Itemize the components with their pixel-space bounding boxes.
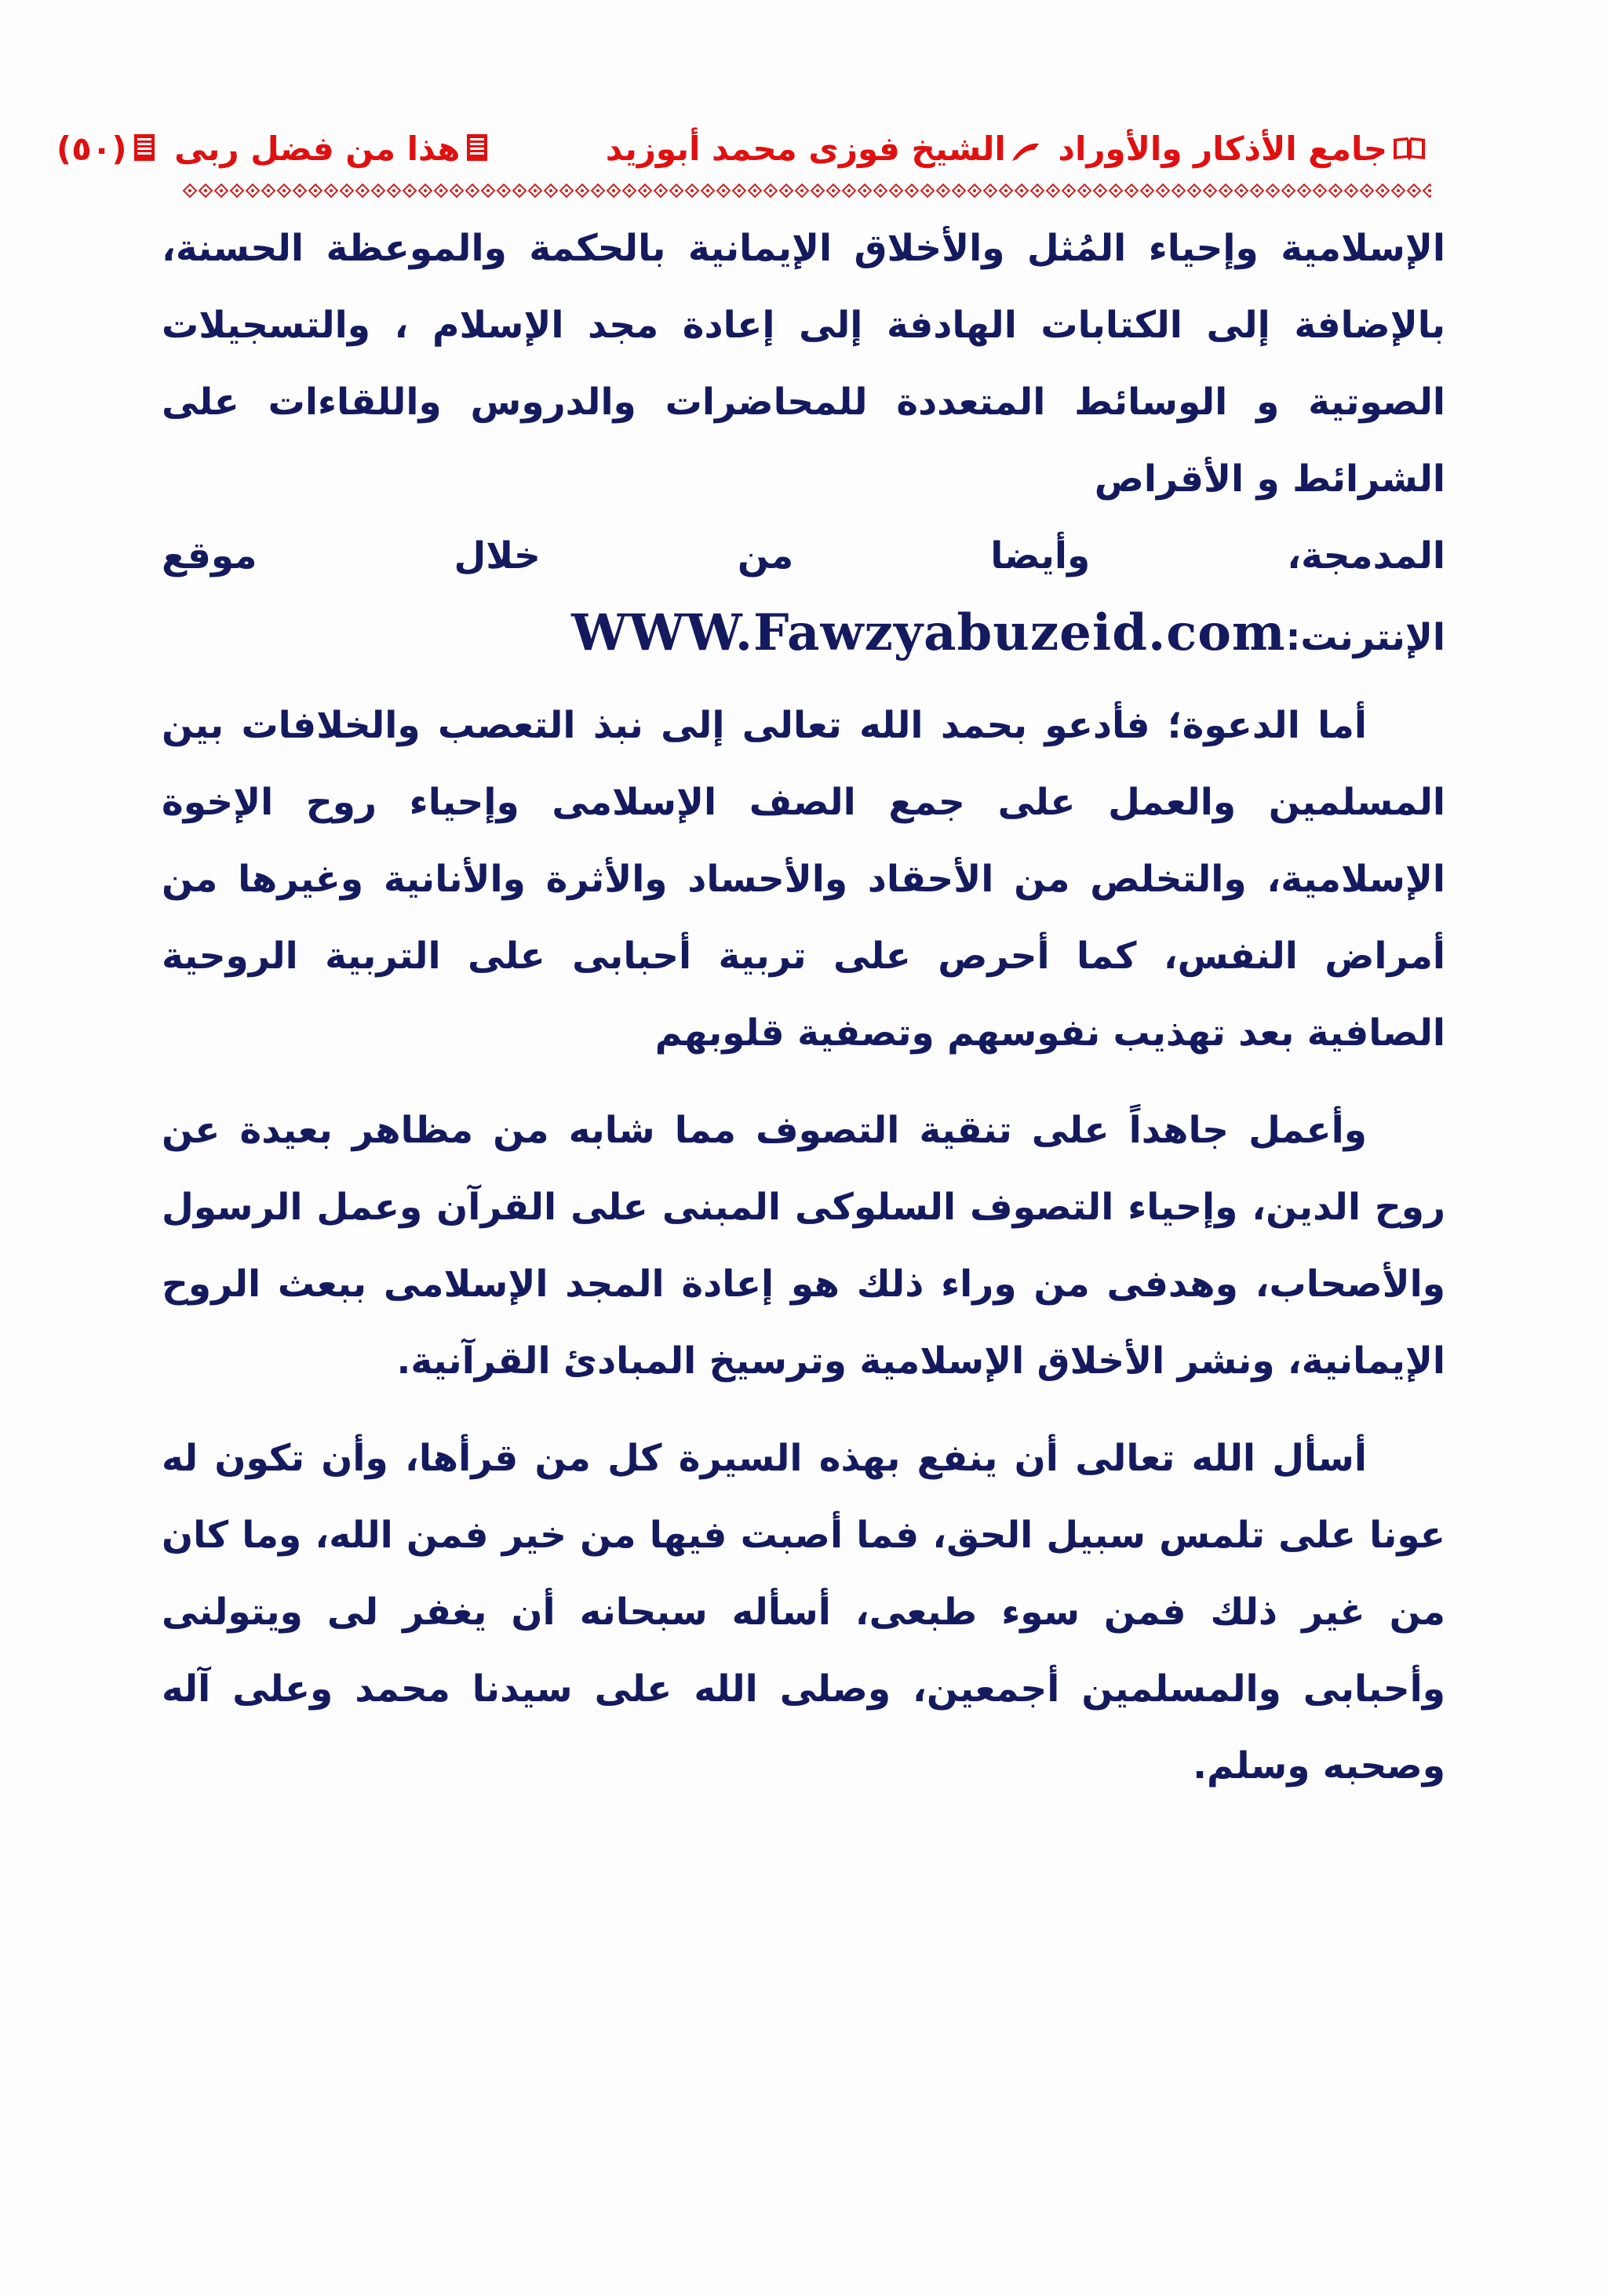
pen-icon: [1011, 120, 1042, 183]
header-right-group: [56, 118, 1431, 183]
word: خلال: [454, 534, 541, 578]
paragraph-2: أما الدعوة؛ فأدعو بحمد الله تعالى إلى نبذ التعصب والخلافات بين المسلمين والعمل على جمع الصف الإسلامى وإحياء روح الإخوة الإسلامية، والتخلص من الأحقاد والأحساد والأثرة والأنانية وغيرها من أمراض النفس، كما أحرص على تربية أحبابى على التربية الروحية الصافية بعد تهذيب نفوسهم وتصفية قلوبهم: [162, 704, 1445, 1055]
word: وأيضا: [990, 534, 1091, 578]
word: المدمجة،: [1287, 534, 1445, 578]
internet-label: الإنترنت:: [1285, 616, 1445, 659]
document-icon: [465, 120, 491, 183]
author-name: الشيخ فوزى محمد أبوزيد: [605, 129, 1006, 168]
paragraph-4: أسأل الله تعالى أن ينفع بهذه السيرة كل من قرأها، وأن تكون له عونا على تلمس سبيل الحق، فما أصبت فيها من خير فمن الله، وما كان من غير ذلك فمن سوء طبعى، أسأله سبحانه أن يغفر لى ويتولنى وأحبابى والمسلمين أجمعين، وصلى الله على سيدنا محمد وعلى آله وصحبه وسلم.: [162, 1437, 1445, 1788]
page-header: [56, 118, 1431, 180]
header-motto: هذا من فضل ربى: [174, 129, 461, 168]
page-number: (٥٠): [56, 129, 127, 168]
main-content: [162, 210, 1445, 1825]
paragraph-1-text: الإسلامية وإحياء المُثل والأخلاق الإيمانية بالحكمة والموعظة الحسنة، بالإضافة إلى الكتابات الهادفة إلى إعادة مجد الإسلام ، والتسجيلات الصوتية و الوسائط المتعددة للمحاضرات والدروس واللقاءات على الشرائط و الأقراص: [162, 227, 1445, 501]
paragraph-1: [162, 210, 1445, 676]
document-icon: [132, 120, 159, 183]
book-title: جامع الأذكار والأوراد: [1058, 129, 1387, 168]
website-line: [571, 603, 1445, 662]
paragraph-3: وأعمل جاهداً على تنقية التصوف مما شابه من مظاهر بعيدة عن روح الدين، وإحياء التصوف السلوكى المبنى على القرآن وعمل الرسول والأصحاب، وهدفى من وراء ذلك هو إعادة المجد الإسلامى ببعث الروح الإيمانية، ونشر الأخلاق الإسلامية وترسيخ المبادئ القرآنية.: [162, 1109, 1445, 1383]
word: من: [737, 534, 794, 578]
book-icon: [1392, 120, 1427, 183]
spread-line: [162, 518, 1445, 595]
website-link[interactable]: WWW.Fawzyabuzeid.com: [571, 603, 1286, 662]
ornament-divider: [182, 182, 1431, 199]
word: موقع: [162, 534, 257, 578]
